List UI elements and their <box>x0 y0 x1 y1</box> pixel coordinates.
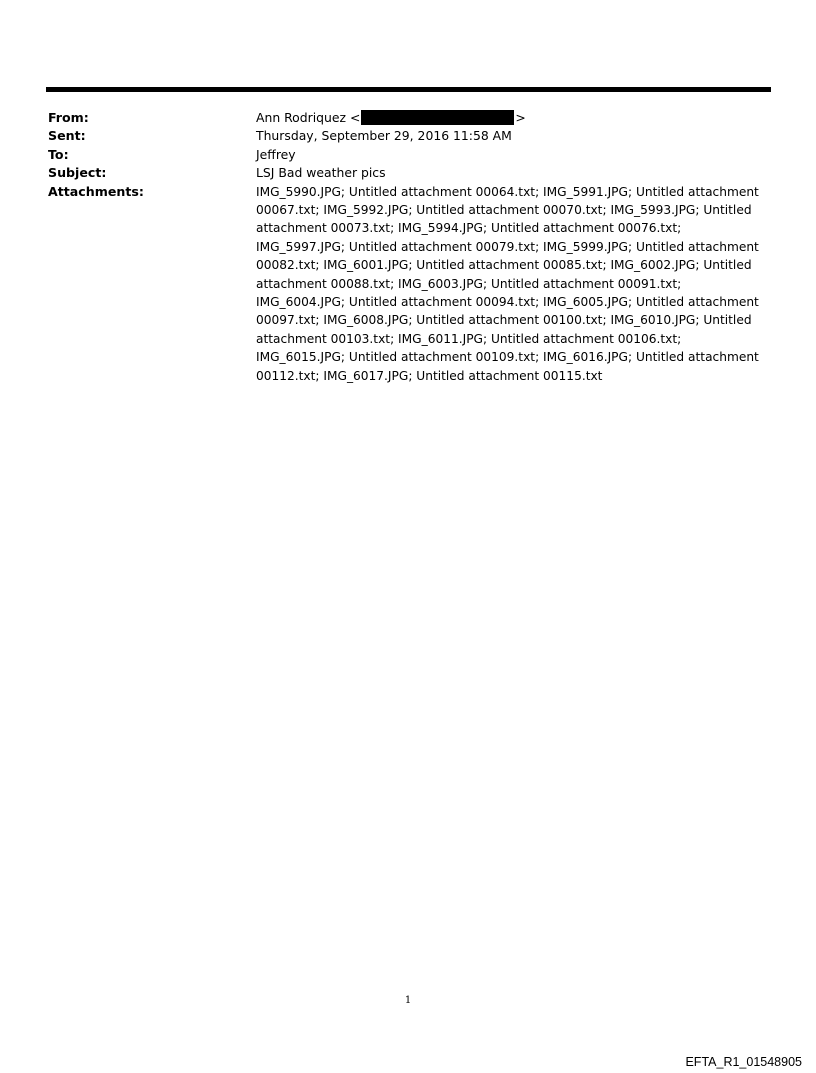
attachments-list: IMG_5990.JPG; Untitled attachment 00064.txt; IMG_5991.JPG; Untitled attachment 00067.txt; IMG_5992.JPG; Untitled attachment 00070.txt; IMG_5993.JPG; Untitled attachment 00073.txt; IMG_5994.JPG; Untitled attachment 00076.txt; IMG_5997.JPG; Untitled attachment 00079.txt; IMG_5999.JPG; Untitled attachment 00082.txt; IMG_6001.JPG; Untitled attachment 00085.txt; IMG_6002.JPG; Untitled attachment 00088.txt; IMG_6003.JPG; Untitled attachment 00091.txt; IMG_6004.JPG; Untitled attachment 00094.txt; IMG_6005.JPG; Untitled attachment 00097.txt; IMG_6008.JPG; Untitled attachment 00100.txt; IMG_6010.JPG; Untitled attachment 00103.txt; IMG_6011.JPG; Untitled attachment 00106.txt; IMG_6015.JPG; Untitled attachment 00109.txt; IMG_6016.JPG; Untitled attachment 00112.txt; IMG_6017.JPG; Untitled attachment 00115.txt <box>256 184 759 383</box>
page-number: 1 <box>404 995 412 1006</box>
sender-suffix: > <box>515 110 526 125</box>
to-row <box>48 146 770 164</box>
to-value: Jeffrey <box>256 146 296 162</box>
subject-row <box>48 164 770 182</box>
to-label: To: <box>48 146 69 162</box>
from-label: From: <box>48 110 89 125</box>
from-row <box>48 109 770 127</box>
document-id: EFTA_R1_01548905 <box>685 1055 802 1069</box>
from-value <box>256 109 770 127</box>
sent-row <box>48 127 770 145</box>
attachments-row <box>48 183 770 385</box>
sent-value: Thursday, September 29, 2016 11:58 AM <box>256 128 512 144</box>
subject-label: Subject: <box>48 165 107 181</box>
sent-label: Sent: <box>48 128 86 144</box>
attachments-label: Attachments: <box>48 183 144 199</box>
sender-name: Ann Rodriquez < <box>256 110 361 125</box>
subject-value: LSJ Bad weather pics <box>256 165 386 181</box>
header-divider <box>46 87 771 92</box>
email-header <box>48 109 770 385</box>
redaction-box <box>361 110 514 125</box>
